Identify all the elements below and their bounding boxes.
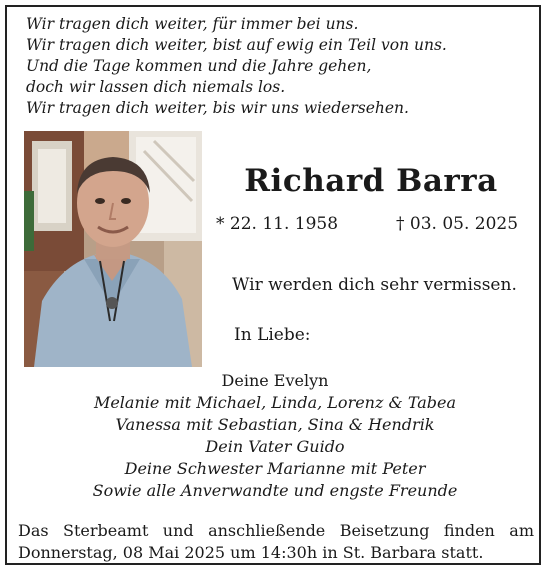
family-line: Deine Evelyn: [221, 371, 329, 390]
love-text: In Liebe:: [234, 325, 311, 345]
death-date: † 03. 05. 2025: [396, 214, 519, 234]
family-line: Dein Vater Guido: [205, 437, 345, 456]
family-line: Deine Schwester Marianne mit Peter: [124, 459, 426, 478]
family-line: Sowie alle Anverwandte und engste Freunde: [92, 481, 458, 500]
memorial-poem: [26, 14, 526, 119]
funeral-note-line: Donnerstag, 08 Mai 2025 um 14:30h in St. Barbara statt.: [18, 543, 484, 562]
funeral-note-line: Das Sterbeamt und anschließende Beisetzung finden am: [18, 521, 534, 540]
family-line: Melanie mit Michael, Linda, Lorenz & Tabea: [93, 393, 457, 412]
deceased-name: Richard Barra: [244, 163, 498, 199]
poem-line: doch wir lassen dich niemals los.: [26, 78, 286, 96]
poem-line: Wir tragen dich weiter, bist auf ewig ein Teil von uns.: [26, 36, 447, 54]
funeral-note: [18, 520, 534, 564]
portrait-photo: [24, 131, 202, 367]
poem-line: Wir tragen dich weiter, für immer bei uns.: [26, 15, 359, 33]
family-list: [20, 370, 530, 502]
birth-date: * 22. 11. 1958: [216, 214, 339, 234]
missing-text: Wir werden dich sehr vermissen.: [232, 275, 517, 295]
family-line: Vanessa mit Sebastian, Sina & Hendrik: [115, 415, 435, 434]
poem-line: Und die Tage kommen und die Jahre gehen,: [26, 57, 372, 75]
poem-line: Wir tragen dich weiter, bis wir uns wiedersehen.: [26, 99, 409, 117]
